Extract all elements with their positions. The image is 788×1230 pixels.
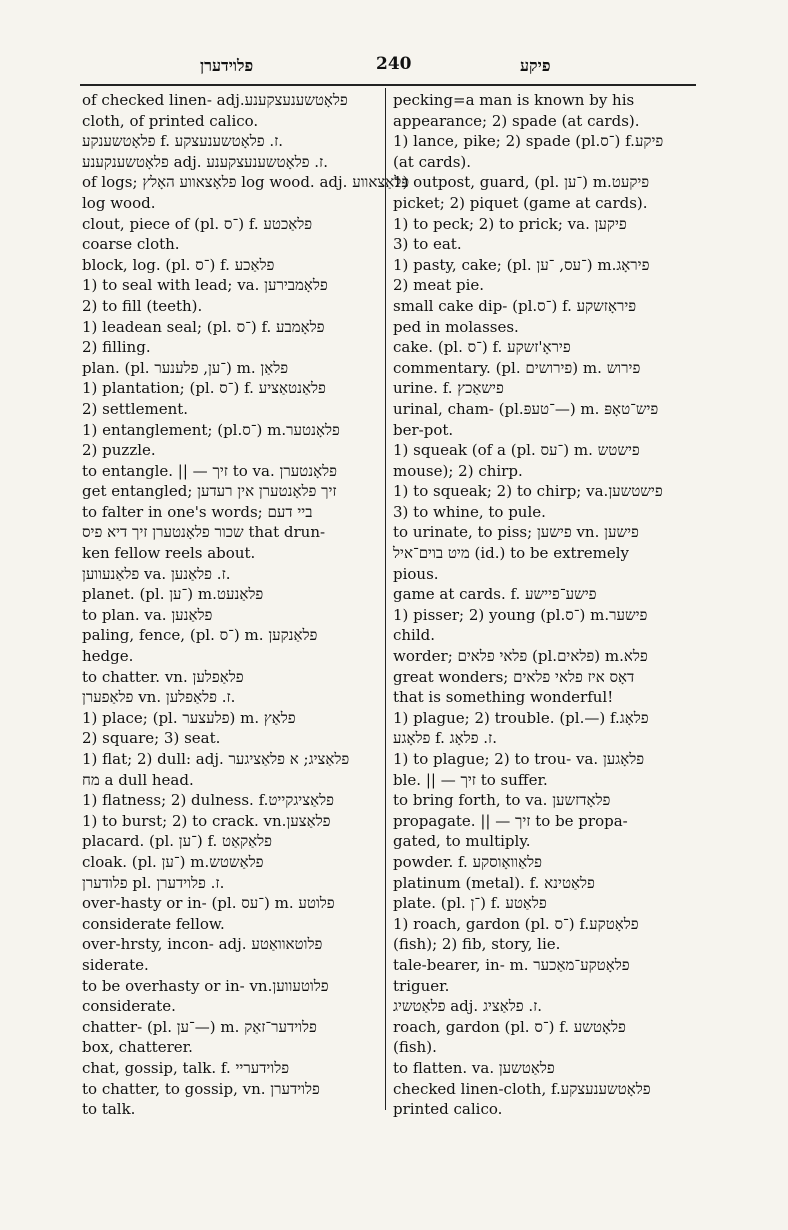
- entry-line: to falter in one's words; ביי דעם: [82, 502, 313, 521]
- entry-line: ble. || — זיך to suffer.: [393, 770, 548, 789]
- entry-line: מח a dull head.: [82, 770, 194, 789]
- entry-line: 2) to fill (teeth).: [82, 296, 203, 315]
- entry-line: מיט בוים־איל (id.) to be extremely: [393, 544, 629, 563]
- entry-line: פלאַפערן vn. ז. פלאַפלען.: [82, 688, 236, 707]
- entry-line: 1) to seal with lead; va. פלאָמבירען: [82, 276, 328, 295]
- entry-line: פלאַנעווען va. ז. פלאַנען.: [82, 564, 231, 583]
- entry-line: 1) leadean seal; (pl. ־ס) f. פלאָמבע: [82, 317, 325, 336]
- entry-line: mouse); 2) chirp.: [393, 461, 523, 480]
- entry-line: triguer.: [393, 976, 450, 995]
- entry-line: 2) filling.: [82, 338, 151, 357]
- entry-line: of checked linen- adj.פלאָטשענעצקענע: [82, 91, 348, 109]
- entry-line: worder; פלאי פלאים (pl.פלאים) m.פלא: [393, 647, 648, 666]
- right-column: [393, 90, 693, 1120]
- page-number: 240: [376, 54, 412, 74]
- entry-line: child.: [393, 626, 436, 645]
- entry-line: 1) roach, gardon (pl. ־ס) f.פלאָטקע: [393, 914, 639, 933]
- entry-line: 1) to burst; 2) to crack. vn.פלאַצען: [82, 811, 331, 830]
- entry-line: plan. (pl. ־ען, פלענער) m. פלאַן: [82, 358, 289, 377]
- entry-line: coarse cloth.: [82, 235, 180, 254]
- entry-line: log wood.: [82, 193, 156, 212]
- entry-line: 1) entanglement; (pl.־ס) m.פלאָנטער: [82, 420, 340, 439]
- entry-line: 1) to squeak; 2) to chirp; va.פישטשען: [393, 482, 663, 501]
- entry-line: urine. f. פישאַכץ: [393, 379, 504, 398]
- entry-line: plate. (pl. ־ן) f. פלאַטע: [393, 894, 547, 913]
- entry-line: checked linen-cloth, f.פלאָטשענעצקע: [393, 1079, 651, 1098]
- entry-line: to plan. va. פלאַנען: [82, 605, 213, 624]
- entry-line: פלאָטשענקענע adj. ז. פלאָטשענעצקענע.: [82, 152, 328, 171]
- entry-line: 1) plantation; (pl. ־ס) f. פלאַנטאַציע: [82, 379, 326, 398]
- entry-line: paling, fence, (pl. ־ס) m. פלאַנקען: [82, 626, 318, 645]
- entry-line: (fish); 2) fib, story, lie.: [393, 935, 561, 954]
- entry-line: 1) pisser; 2) young (pl.־ס) m.פישער: [393, 605, 648, 624]
- running-head-right: פיקע: [520, 56, 551, 75]
- entry-line: picket; 2) piquet (game at cards).: [393, 193, 648, 212]
- entry-line: ken fellow reels about.: [82, 544, 256, 563]
- entry-line: cake. (pl. ־ס) f. פיראָ'זשקע: [393, 338, 571, 357]
- entry-line: 2) puzzle.: [82, 441, 156, 460]
- entry-line: 1) outpost, guard, (pl. ־ען) m.פיקעט: [393, 173, 650, 192]
- entry-line: of logs; פלאָצאווע האָלץ log wood. adj. פלאַצאווע: [82, 173, 410, 192]
- entry-line: appearance; 2) spade (at cards).: [393, 111, 640, 130]
- entry-line: to bring forth, to va. פלאָדזשען: [393, 791, 611, 810]
- left-column: [82, 90, 410, 1120]
- entry-line: פלאָגע f. ז. פלאָג.: [393, 729, 497, 748]
- entry-line: gated, to multiply.: [393, 832, 531, 851]
- entry-line: שכור פלאָנטערן זיך דיא פיס that drun-: [82, 523, 326, 542]
- entry-line: cloak. (pl. ־ען) m.פלאַשטש: [82, 852, 264, 871]
- entry-line: that is something wonderful!: [393, 688, 614, 707]
- entry-line: 1) pasty, cake; (pl. ־עס, ־ען) m.פיראָג: [393, 255, 650, 274]
- entry-line: 1) to peck; 2) to prick; va. פיקען: [393, 214, 627, 233]
- entry-line: to entangle. || — זיך to va. פלאָנטערן: [82, 461, 337, 480]
- entry-line: considerate.: [82, 997, 176, 1016]
- entry-line: to talk.: [82, 1100, 136, 1119]
- entry-line: great wonders; דאָס איז פלאי פלאים: [393, 667, 635, 686]
- entry-line: platinum (metal). f. פלאַטינא: [393, 873, 595, 892]
- entry-line: פלאָטשענקע f. ז. פלאָטשענעצקע.: [82, 132, 284, 151]
- entry-line: 1) place; (pl. פלעצער) m. פלאַץ: [82, 708, 296, 727]
- entry-line: 2) square; 3) seat.: [82, 729, 221, 748]
- entry-line: planet. (pl. ־ען) m.פלאַנעט: [82, 585, 264, 604]
- entry-line: propagate. || — זיך to be propa-: [393, 811, 628, 830]
- entry-line: over-hrsty, incon- adj. פלוטאוואַטע: [82, 935, 323, 954]
- entry-line: block, log. (pl. ־ס) f. פלאַכע: [82, 255, 275, 274]
- entry-line: to urinate, to piss; פישען vn. פישען: [393, 523, 639, 542]
- entry-line: 1) flatness; 2) dulness. f.פלאַציגקייט: [82, 791, 334, 810]
- entry-line: game at cards. f. פישע־פיישע: [393, 585, 597, 604]
- entry-line: (fish).: [393, 1038, 437, 1057]
- entry-line: pecking=a man is known by his: [393, 91, 635, 109]
- entry-line: pious.: [393, 564, 439, 583]
- entry-line: ber-pot.: [393, 420, 454, 439]
- column-divider: [385, 88, 386, 1110]
- entry-line: ped in molasses.: [393, 317, 519, 336]
- entry-line: cloth, of printed calico.: [82, 111, 259, 130]
- entry-line: 2) settlement.: [82, 399, 189, 418]
- entry-line: placard. (pl. ־ען) f. פלאַקאַט: [82, 832, 273, 851]
- entry-line: 2) meat pie.: [393, 276, 485, 295]
- entry-line: small cake dip- (pl.־ס) f. פיראָזשקע: [393, 296, 637, 315]
- header-rule: [80, 84, 696, 86]
- entry-line: 1) lance, pike; 2) spade (pl.־ס) f.פיקע: [393, 132, 664, 151]
- entry-line: 1) squeak (of a (pl. ־עס) m. פישטש: [393, 441, 640, 460]
- entry-line: roach, gardon (pl. ־ס) f. פלאָטשע: [393, 1017, 626, 1036]
- running-head-left: פלוידערן: [200, 56, 254, 75]
- entry-line: clout, piece of (pl. ־ס) f. פלאַכטע: [82, 214, 313, 233]
- entry-line: printed calico.: [393, 1100, 503, 1119]
- entry-line: to flatten. va. פלאַטשען: [393, 1058, 555, 1077]
- entry-line: box, chatterer.: [82, 1038, 193, 1057]
- entry-line: commentary. (pl. פירושים) m. פירוש: [393, 358, 641, 377]
- entry-line: chat, gossip, talk. f. פלוידעריי: [82, 1058, 290, 1077]
- entry-line: get entangled; זיך פלאָנטערן אין רעדען: [82, 482, 337, 501]
- entry-line: siderate.: [82, 955, 149, 974]
- entry-line: chatter- (pl. ־ען—) m. פלוידער־זאַק: [82, 1017, 317, 1036]
- entry-line: to chatter, to gossip, vn. פלוידערן: [82, 1079, 320, 1098]
- entry-line: to be overhasty or in- vn.פלוטעווען: [82, 976, 329, 995]
- entry-line: to chatter. vn. פלאַפלען: [82, 667, 244, 686]
- entry-line: powder. f. פלאַוואָוסקע: [393, 852, 543, 871]
- entry-line: 1) flat; 2) dull: adj. פלאַציג; א פלאַציגער: [82, 750, 350, 768]
- entry-line: פלודערן pl. ז. פלוידערן.: [82, 873, 225, 892]
- entry-line: 1) plague; 2) trouble. (pl.—) f.פלאָג: [393, 708, 649, 727]
- entry-line: 1) to plague; 2) to trou- va. פלאָגען: [393, 750, 645, 768]
- entry-line: hedge.: [82, 647, 134, 666]
- entry-line: (at cards).: [393, 152, 472, 171]
- entry-line: urinal, cham- (pl.־טעפּ—) m. פיש־טאָפּ: [393, 399, 659, 418]
- entry-line: 3) to whine, to pule.: [393, 502, 546, 521]
- entry-line: over-hasty or in- (pl. ־עס) m. פלוטע: [82, 894, 335, 913]
- entry-line: פלאַטשיג adj. ז. פלאַציג.: [393, 997, 543, 1016]
- entry-line: considerate fellow.: [82, 914, 225, 933]
- entry-line: tale-bearer, in- m. פלאָטקע־מאַכער: [393, 955, 630, 974]
- entry-line: 3) to eat.: [393, 235, 462, 254]
